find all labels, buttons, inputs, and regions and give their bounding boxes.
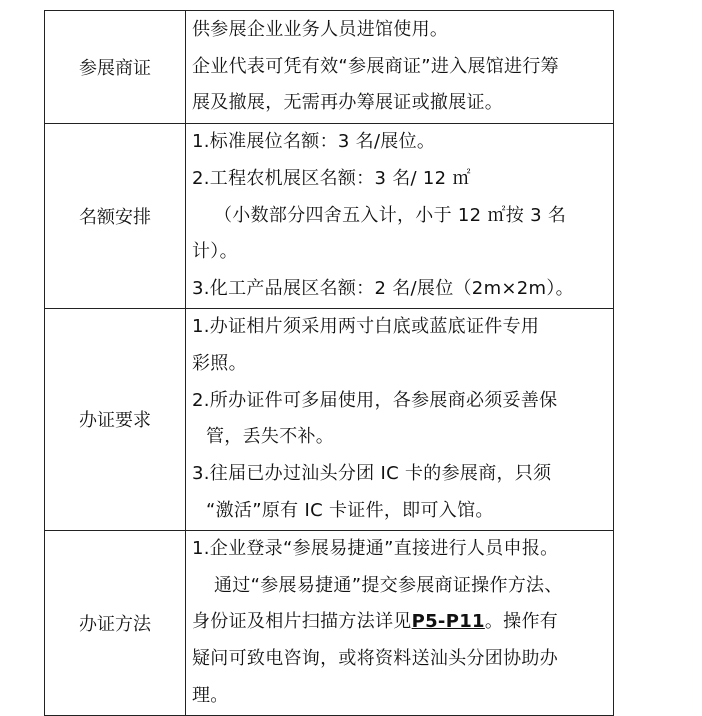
text-line: 理。 bbox=[192, 684, 229, 706]
text-line: 企业代表可凭有效“参展商证”进入展馆进行筹 bbox=[192, 55, 559, 77]
text-line: 1.办证相片须采用两寸白底或蓝底证件专用 bbox=[192, 315, 540, 337]
row-label-requirements: 办证要求 bbox=[45, 308, 186, 530]
row-content-method bbox=[186, 530, 614, 715]
text-line-with-page-ref bbox=[192, 604, 609, 641]
text-line: 计）。 bbox=[192, 241, 238, 263]
text-line: 1.标准展位名额：3 名/展位。 bbox=[192, 131, 436, 152]
text-line: 管，丢失不补。 bbox=[206, 426, 335, 448]
table-row-requirements bbox=[45, 308, 614, 530]
text-line: （小数部分四舍五入计，小于 12 ㎡按 3 名 bbox=[214, 204, 567, 226]
row-label-exhibitor-pass: 参展商证 bbox=[45, 11, 186, 124]
row-content-requirements bbox=[186, 308, 614, 530]
text-line: 供参展企业业务人员进馆使用。 bbox=[192, 18, 449, 40]
text-line: 1.企业登录“参展易捷通”直接进行人员申报。 bbox=[192, 537, 559, 559]
table-row-quota bbox=[45, 124, 614, 309]
text-line: 2.工程农机展区名额：3 名/ 12 ㎡ bbox=[192, 167, 471, 189]
text-segment: 身份证及相片扫描方法详见 bbox=[192, 611, 412, 633]
text-line: “激活”原有 IC 卡证件，即可入馆。 bbox=[206, 499, 494, 521]
text-line: 通过“参展易捷通”提交参展商证操作方法、 bbox=[214, 574, 563, 596]
text-line: 3.往届已办过汕头分团 IC 卡的参展商，只须 bbox=[192, 463, 552, 485]
registration-info-table bbox=[44, 10, 614, 716]
text-line: 彩照。 bbox=[192, 352, 247, 374]
text-line: 2.所办证件可多届使用，各参展商必须妥善保 bbox=[192, 389, 558, 411]
row-content-quota bbox=[186, 124, 614, 309]
page-reference: P5-P11 bbox=[411, 611, 485, 633]
text-line: 3.化工产品展区名额：2 名/展位（2m×2m）。 bbox=[192, 278, 574, 300]
text-line: 疑问可致电咨询，或将资料送汕头分团协助办 bbox=[192, 648, 558, 670]
row-label-quota: 名额安排 bbox=[45, 124, 186, 309]
row-content-exhibitor-pass bbox=[186, 11, 614, 124]
table-row-exhibitor-pass bbox=[45, 11, 614, 124]
row-label-method: 办证方法 bbox=[45, 530, 186, 715]
table-row-method bbox=[45, 530, 614, 715]
text-segment: 。操作有 bbox=[484, 611, 559, 633]
text-line: 展及撤展，无需再办筹展证或撤展证。 bbox=[192, 92, 504, 114]
